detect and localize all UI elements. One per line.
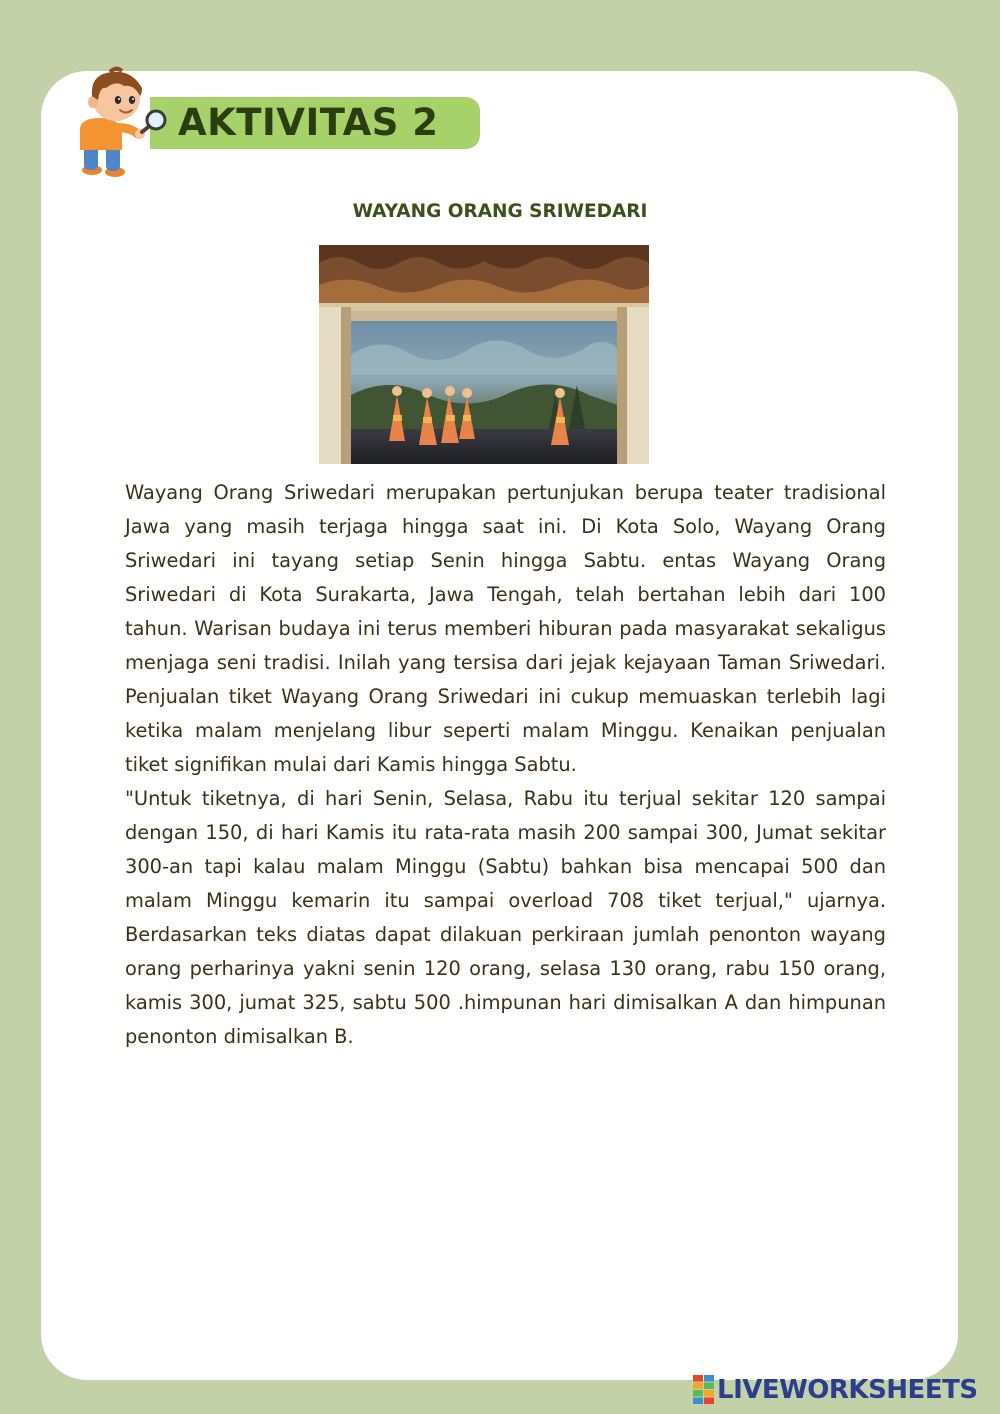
brand-name: LIVEWORKSHEETS [717, 1375, 978, 1405]
activity-label: AKTIVITAS 2 [178, 101, 439, 144]
liveworksheets-logo-icon [693, 1375, 715, 1405]
liveworksheets-brand [693, 1373, 978, 1407]
document-body [125, 476, 886, 1054]
document-title: WAYANG ORANG SRIWEDARI [352, 201, 648, 222]
stage-performance-photo [319, 245, 649, 464]
body-paragraph-1: Wayang Orang Sriwedari merupakan pertunjukan berupa teater tradisional Jawa yang masih terjaga hingga saat ini. Di Kota Solo, Wayang Orang Sriwedari ini tayang setiap Senin hingga Sabtu. entas Wayang Orang Sriwedari di Kota Surakarta, Jawa Tengah, telah bertahan lebih dari 100 tahun. Warisan budaya ini terus memberi hiburan pada masyarakat sekaligus menjaga seni tradisi. Inilah yang tersisa dari jejak kejayaan Taman Sriwedari. Penjualan tiket Wayang Orang Sriwedari ini cukup memuaskan terlebih lagi ketika malam menjelang libur seperti malam Minggu. Kenaikan penjualan tiket signifikan mulai dari Kamis hingga Sabtu. [125, 481, 886, 776]
boy-with-magnifier-icon [70, 66, 170, 178]
body-paragraph-2: "Untuk tiketnya, di hari Senin, Selasa, Rabu itu terjual sekitar 120 sampai dengan 150, di hari Kamis itu rata-rata masih 200 sampai 300, Jumat sekitar 300-an tapi kalau malam Minggu (Sabtu) bahkan bisa mencapai 500 dan malam Minggu kemarin itu sampai overload 708 tiket terjual," ujarnya. Berdasarkan teks diatas dapat dilakuan perkiraan jumlah penonton wayang orang perharinya yakni senin 120 orang, selasa 130 orang, rabu 150 orang, kamis 300, jumat 325, sabtu 500 .himpunan hari dimisalkan A dan himpunan penonton dimisalkan B. [125, 787, 886, 1048]
